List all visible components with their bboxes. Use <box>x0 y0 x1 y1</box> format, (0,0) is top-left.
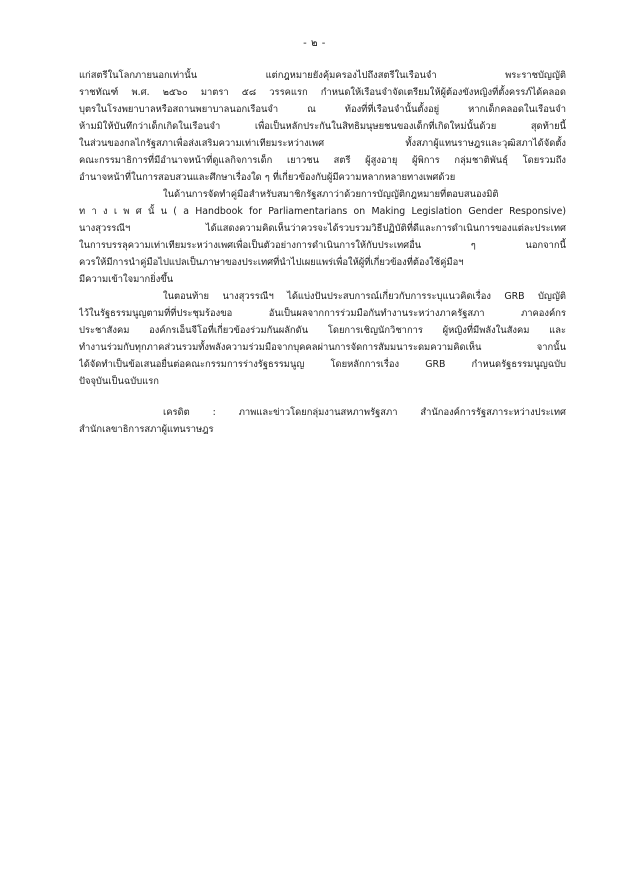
paragraph-1 <box>79 67 566 186</box>
page-number: - ๒ - <box>303 38 326 49</box>
credit-paragraph <box>79 404 566 438</box>
paragraph-line: ห้ามมิให้บันทึกว่าเด็กเกิดในเรือนจำ เพื่อเป็นหลักประกันในสิทธิมนุษยชนของเด็กที่เกิดใหม่นั้นด้วย สุดท้ายนี้ <box>79 121 566 132</box>
paragraph-line: ในส่วนของกลไกรัฐสภาเพื่อส่งเสริมความเท่าเทียมระหว่างเพศ ทั้งสภาผู้แทนราษฎรและวุฒิสภาได้จัดตั้ง <box>79 138 566 149</box>
paragraph-3 <box>79 288 566 390</box>
spacer <box>79 390 566 404</box>
credit-line: สำนักเลขาธิการสภาผู้แทนราษฎร <box>79 424 214 435</box>
paragraph-line: ราชทัณฑ์ พ.ศ. ๒๕๖๐ มาตรา ๕๘ วรรคแรก กำหนดให้เรือนจำจัดเตรียมให้ผู้ต้องขังหญิงที่ตั้งครรภ์ได้คลอด <box>79 87 566 98</box>
paragraph-line: ประชาสังคม องค์กรเอ็นจีโอที่เกี่ยวข้องร่วมกันผลักดัน โดยการเชิญนักวิชาการ ผู้หญิงที่มีพลังในสังคม และ <box>79 325 566 336</box>
paragraph-line: คณะกรรมาธิการที่มีอำนาจหน้าที่ดูแลกิจการเด็ก เยาวชน สตรี ผู้สูงอายุ ผู้พิการ กลุ่มชาติพันธุ์ โดยรวมถึง <box>79 155 566 166</box>
paragraph-line: แก่สตรีในโลกภายนอกเท่านั้น แต่กฎหมายยังคุ้มครองไปถึงสตรีในเรือนจำ พระราชบัญญัติ <box>79 70 566 81</box>
paragraph-line: มีความเข้าใจมากยิ่งขึ้น <box>79 274 174 285</box>
paragraph-2 <box>79 186 566 288</box>
paragraph-line: ในตอนท้าย นางสุวรรณีฯ ได้แบ่งปันประสบการณ์เกี่ยวกับการระบุแนวคิดเรื่อง GRB บัญญัติ <box>163 291 566 302</box>
paragraph-line: ได้จัดทำเป็นข้อเสนอยื่นต่อคณะกรรมการร่างรัฐธรรมนูญ โดยหลักการเรื่อง GRB กำหนดรัฐธรรมนูญฉบับ <box>79 359 566 370</box>
paragraph-line: บุตรในโรงพยาบาลหรือสถานพยาบาลนอกเรือนจำ ณ ท้องที่ที่เรือนจำนั้นตั้งอยู่ หากเด็กคลอดในเรือนจำ <box>79 104 566 115</box>
paragraph-line: ปัจจุบันเป็นฉบับแรก <box>79 376 159 387</box>
credit-line: เครดิต : ภาพและข่าวโดยกลุ่มงานสหภาพรัฐสภา สำนักองค์การรัฐสภาระหว่างประเทศ <box>163 407 566 418</box>
paragraph-line: ไว้ในรัฐธรรมนูญตามที่ที่ประชุมร้องขอ อันเป็นผลจากการร่วมมือกันทำงานระหว่างภาครัฐสภา ภาคองค์กร <box>79 308 566 319</box>
paragraph-line: อำนาจหน้าที่ในการสอบสวนและศึกษาเรื่องใด ๆ ที่เกี่ยวข้องกับผู้มีความหลากหลายทางเพศด้วย <box>79 172 456 183</box>
paragraph-line: ทำงานร่วมกับทุกภาคส่วนรวมทั้งพลังความร่วมมือจากบุคคลผ่านการจัดการสัมมนาระดมความคิดเห็น จากนั้น <box>79 342 566 353</box>
paragraph-line: นางสุวรรณีฯ ได้แสดงความคิดเห็นว่าควรจะได้รวบรวมวิธีปฏิบัติที่ดีและการดำเนินการของแต่ละประเทศ <box>79 223 566 234</box>
paragraph-line: ในการบรรลุความเท่าเทียมระหว่างเพศเพื่อเป็นตัวอย่างการดำเนินการให้กับประเทศอื่น ๆ นอกจากนี้ <box>79 240 566 251</box>
paragraph-line: ในด้านการจัดทำคู่มือสำหรับสมาชิกรัฐสภาว่าด้วยการบัญญัติกฎหมายที่ตอบสนองมิติ <box>163 189 499 200</box>
document-body <box>79 67 566 438</box>
paragraph-line: ควรให้มีการนำคู่มือไปแปลเป็นภาษาของประเทศที่นำไปเผยแพร่เพื่อให้ผู้ที่เกี่ยวข้องที่ต้องใช้คู่มือฯ <box>79 257 464 268</box>
paragraph-line: ท า ง เ พ ศ นั้ น ( a Handbook for Parliamentarians on Making Legislation Gender Responsive) <box>79 206 566 217</box>
